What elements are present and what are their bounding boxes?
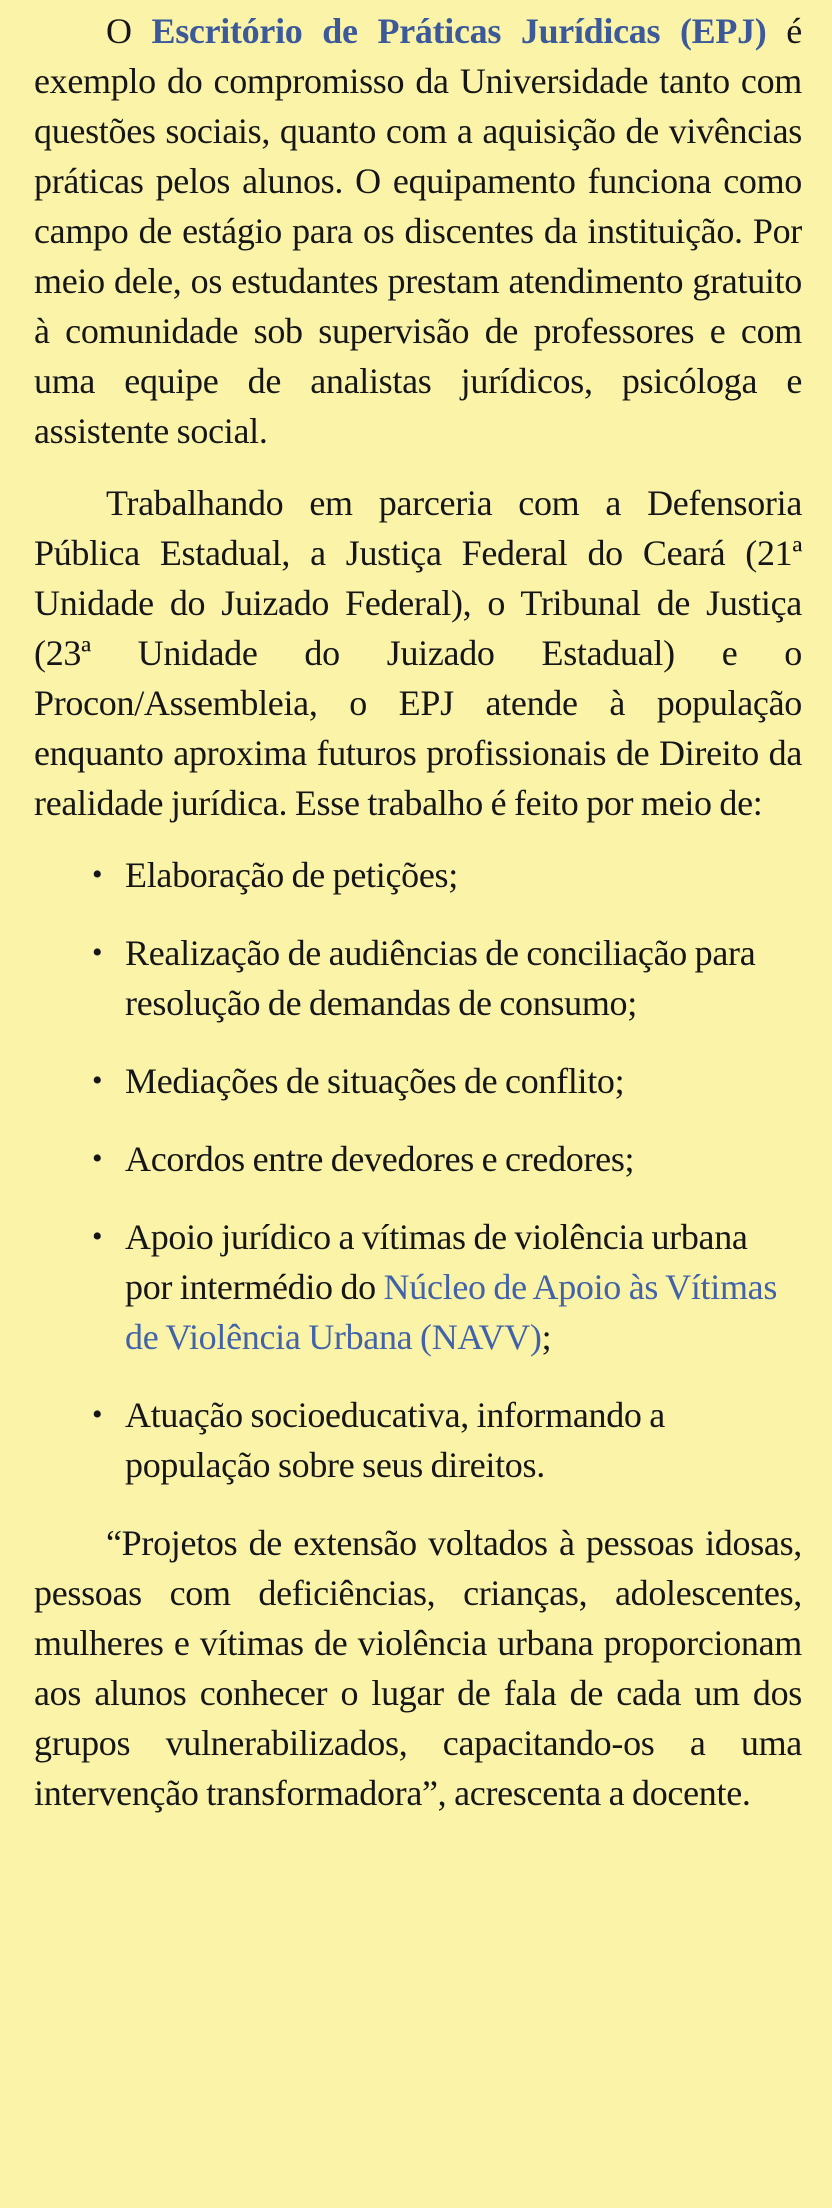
list-item-text [125,1390,802,1490]
bullet-icon: • [92,936,103,969]
list-item-text [125,850,802,900]
list-item [92,850,802,900]
list-item-text [125,1212,802,1362]
text-run: O [106,11,152,51]
text-run: ; [541,1317,552,1357]
partnership-paragraph [34,478,802,828]
list-item [92,1390,802,1490]
text-run: Mediações de situações de conflito; [125,1061,625,1101]
text-run: Trabalhando em parceria com a Defensoria Pública Estadual, a Justiça Federal do Ceará (21ª Unidade do Juizado Federal), o Tribunal de Justiça (23ª Unidade do Juizado Estadual) e o Procon/Assembleia, o EPJ atende à população enquanto aproxima futuros profissionais de Direito da realidade jurídica. Esse trabalho é feito por meio de: [34,483,802,823]
list-item [92,1056,802,1106]
list-item [92,928,802,1028]
list-item-text [125,928,802,1028]
list-item [92,1134,802,1184]
text-run: Apoio jurídico a vítimas de violência urbana por intermédio do [125,1217,748,1307]
quote-paragraph [34,1518,802,1818]
bullet-icon: • [92,1398,103,1431]
bullet-icon: • [92,1142,103,1175]
navv-link[interactable]: Núcleo de Apoio às Vítimas de Violência Urbana (NAVV) [125,1267,778,1357]
bullet-icon: • [92,1064,103,1097]
bullet-icon: • [92,1220,103,1253]
text-run: Realização de audiências de conciliação para resolução de demandas de consumo; [125,933,756,1023]
text-run: Acordos entre devedores e credores; [125,1139,635,1179]
intro-paragraph [34,6,802,456]
text-run: Atuação socioeducativa, informando a população sobre seus direitos. [125,1395,665,1485]
list-item [92,1212,802,1362]
list-item-text [125,1134,802,1184]
text-run: “Projetos de extensão voltados à pessoas idosas, pessoas com deficiências, crianças, adolescentes, mulheres e vítimas de violência urbana proporcionam aos alunos conhecer o lugar de fala de cada um dos grupos vulnerabilizados, capacitando-os a uma intervenção transformadora”, acrescenta a docente. [34,1523,802,1813]
text-run: é exemplo do compromisso da Universidade tanto com questões sociais, quanto com a aquisição de vivências práticas pelos alunos. O equipamento funciona como campo de estágio para os discentes da instituição. Por meio dele, os estudantes prestam atendimento gratuito à comunidade sob supervisão de professores e com uma equipe de analistas jurídicos, psicóloga e assistente social. [34,11,802,451]
bullet-icon: • [92,858,103,891]
service-list [34,850,802,1490]
epj-link[interactable]: Escritório de Práticas Jurídicas (EPJ) [151,11,767,51]
text-run: Elaboração de petições; [125,855,458,895]
list-item-text [125,1056,802,1106]
